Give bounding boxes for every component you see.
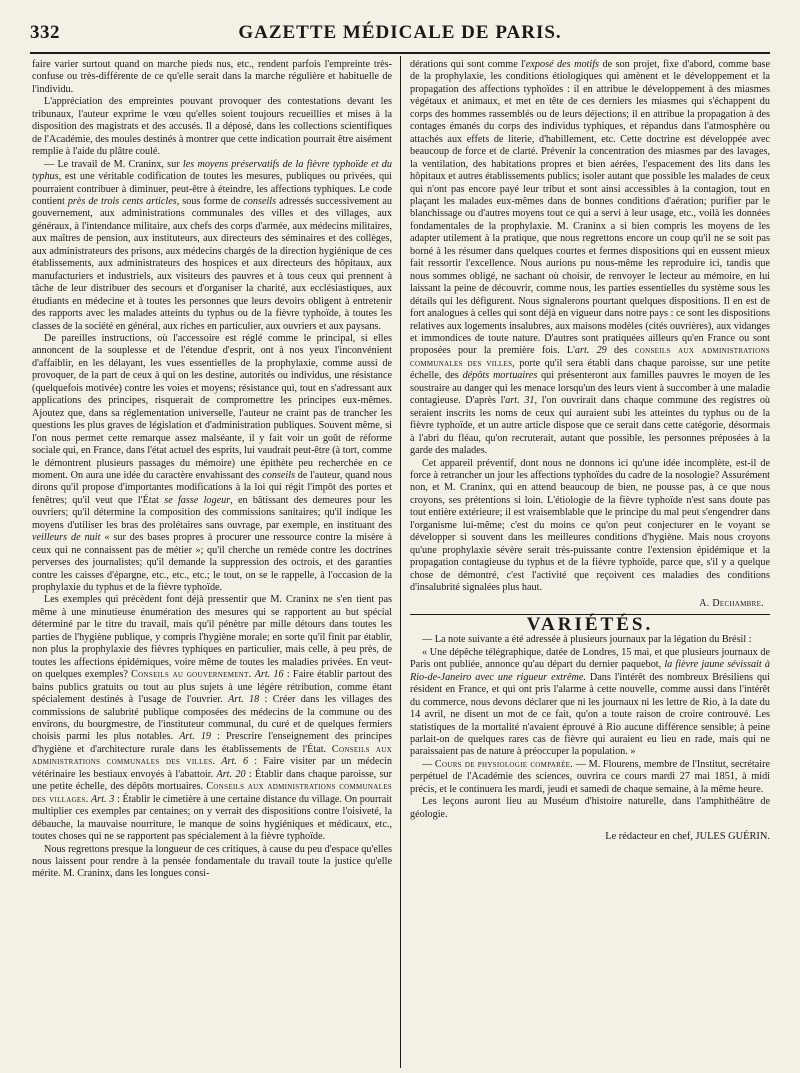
section-heading: VARIÉTÉS. [526,613,654,635]
paragraph: Les exemples qui précèdent font déjà pressentir que M. Craninx ne s'en tient pas même à une minutieuse énumération des mesures qui se rapportent au but spécial déterminé par le titre du travail, mais qu'il pénètre par mille détours dans toutes les parties de l'hygiène publique, y compris l'hygiène morale; en sorte qu'il finit par établir, non plus la prophylaxie des fièvres typhiques en particulier, mais celle, à peu près, de toutes les affections épidémiques, voire même de toutes les maladies privées. En veut-on quelques exemples? Conseils au gouvernement. Art. 16 : Faire établir partout des bains publics gratuits ou tout au plus sujets à une légère rétribution, comme étant spécialement destinés à l'usage de l'ouvrier. Art. 18 : Créer dans les villages des commissions de salubrité publique composées des médecins de la commune ou des environs, du bourgmestre, de l'instituteur communal, du curé et de quelques fermiers choisis parmi les plus notables. Art. 19 : Prescrire l'enseignement des principes d'hygiène et d'architecture rurale dans les établissements de l'État. Conseils aux administrations communales des villes. Art. 6 : Faire visiter par un médecin vétérinaire les bestiaux envoyés à l'abattoir. Art. 20 : Établir dans chaque paroisse, sur une petite échelle, des dépôts mortuaires. Conseils aux administrations communales des villages. Art. 3 : Établir le cimetière à une certaine distance du village. On pourrait multiplier ces exemples par centaines; on y verrait des dispositions contre l'oisiveté, la débauche, la mauvaise nourriture, le manque de soins hygiéniques et médicaux, etc., toutes choses qui ne se rapportent pas spécialement à la fièvre typhoïde. [32,594,392,843]
paragraph: — La note suivante a été adressée à plusieurs journaux par la légation du Brésil : [422,634,752,646]
paragraph: Les leçons auront lieu au Muséum d'histoire naturelle, dans l'amphithéâtre de géologie. [410,796,770,820]
paragraph: Cet appareil préventif, dont nous ne donnons ici qu'une idée incomplète, est-il de force à retrancher un jour les affections typhoïdes du cadre de la nosologie? Assurément non, et M. Craninx, qui en attend beaucoup de bien, ne pousse pas, à ce que nous croyons, ses prétentions si loin. L'étiologie de la fièvre typhoïde n'est sans doute pas tout entière extérieure; il est vraisemblable que le principe du mal peut s'engendrer dans l'organisme lui-même; c'est du moins ce qu'on peut conjecturer en le voyant se développer si souvent dans les meilleures conditions d'hygiène. Mais nous croyons qu'une prophylaxie sévère serait très-puissante contre l'extension épidémique et la propagation contagieuse du typhus et de la fièvre typhoïde, parce que, s'il y a quelque chose de démontré, c'est l'activité que reçoivent ces maladies des conditions d'insalubrité signalées plus haut. [410,457,770,594]
paragraph: De pareilles instructions, où l'accessoire est réglé comme le principal, si elles annoncent de la souplesse et de l'étendue d'esprit, ont à nos yeux l'inconvénient d'affaiblir, en les délayant, les vues essentielles de la prophylaxie, comme aussi de provoquer, de la part de ceux à qui on les destine, autorités ou individus, une résistance (quelquefois motivée) contre les voies et moyens; résistance qui, tout en s'adressant aux applications des principes, risquerait de compromettre les principes eux-mêmes. Ajoutez que, dans sa réglementation universelle, l'auteur ne craint pas de trancher les questions les plus graves de législation et d'administration publiques. Souvent même, si l'on nous permet cette remarque assez malséante, il y fait voir un goût de réforme sociale qui, en France, dans l'état actuel des esprits, lui vaudrait peut-être (à tort, comme le démontrent plusieurs passages du mémoire) une épithète peu recherchée en ce moment. On aura une idée du caractère envahissant des conseils de l'auteur, quand nous dirons qu'il propose d'importantes modifications à la loi qui régit l'impôt des portes et fenêtres; qu'il veut que l'État se fasse logeur, en bâtissant des demeures pour les ouvriers; qu'il détermine la composition des commissions sanitaires; qu'il indique les moyens d'utiliser les bras des prolétaires sans ouvrage, par exemple, en instituant des veilleurs de nuit « sur des bases propres à procurer une ressource contre la misère à ceux qui ne connaissent pas de métier »; qu'il cherche un remède contre les doctrines perverses des journalistes; qu'il demande la suppression des octrois, et des garanties contre les caisses d'épargne, etc., etc., etc.; le tout, on se le rappelle, à l'occasion de la prophylaxie du typhus et de la fièvre typhoïde. [32,332,392,594]
column-divider [400,56,401,1068]
paragraph: — Cours de physiologie comparée. — M. Flourens, membre de l'Institut, secrétaire perpétuel de l'Académie des sciences, ouvrira ce cours mardi 27 mai 1851, à midi précis, et le continuera les mardi, jeudi et samedi de chaque semaine, à la même heure. [410,758,770,795]
header-rule [30,52,770,54]
right-column [410,59,770,1067]
paragraph: Nous regrettons presque la longueur de ces critiques, à cause du peu d'espace qu'elles nous laissent pour rendre à la pensée fondamentale du travail toute la justice qu'elle mérite. M. Craninx, dans les longues consi- [32,843,392,880]
page-header [30,22,770,46]
paragraph: L'appréciation des empreintes pouvant provoquer des contestations devant les tribunaux, l'auteur exprime le vœu qu'elles soient toujours recueillies et mises à la disposition des magistrats et des accusés. Il a déposé, dans les collections scientifiques de l'Académie, des moules destinés à montrer que cette indication pourrait être aisément remplie à l'aide du plâtre coulé. [32,96,392,158]
page-title: GAZETTE MÉDICALE DE PARIS. [238,22,562,43]
author-signature: A. Dechambre. [699,598,764,610]
paragraph: faire varier surtout quand on marche pieds nus, etc., rendent parfois l'empreinte très-confuse ou très-différente de ce qu'elle serait dans la marche régulière et habituelle de l'individu. [32,59,392,95]
left-column [32,59,392,1067]
paragraph: dérations qui sont comme l'exposé des motifs de son projet, fixe d'abord, comme base de la prophylaxie, les conditions étiologiques qui amènent et le développement et la propagation des affections typhoïdes : il en attribue le développement à des miasmes végétaux et animaux, et met en tête de ces derniers les miasmes qui s'échappent du corps des hommes rassemblés ou de leurs déjections; il en attribue la propagation à des contages émanés du corps des individus typhiques, et répandus dans l'atmosphère ou attachés aux effets de literie, d'habillement, etc. Cette doctrine est développée avec beaucoup de force et de clarté. Prévenir la concentration des miasmes par des lavages, la ventilation, des habitations propres et bien aérées, l'espacement des lits dans les hôpitaux et autres établissements publics; isoler autant que possible les malades de ceux qui n'ont pas encore payé leur tribut et sont ainsi accessibles à la contagion, tout en plaçant les malades eux-mêmes dans de bonnes conditions d'aération; purifier par le blanchissage ou d'autres moyens tout ce qui a servi à leur usage, etc., voilà les données fondamentales de la prophylaxie. M. Craninx a si bien compris les moyens de les adapter utilement à la pratique, que nous regrettons encore un coup qu'il ne se soit pas borné à les résumer dans quelques courtes et fermes dispositions qui en eussent mieux fait ressortir l'excellence. Nous aurions pu nous-même les reproduire ici, tandis que nous sommes obligé, ne sachant où choisir, de renvoyer le lecteur au mémoire, en lui laissant la peine de découvrir, comme nous, les parties essentielles du système sous les détails qui les défigurent. Nous signalerons pourtant quelques dispositions. Il en est de fort analogues à celles qui sont déjà en vigueur dans notre pays : ce sont les dispositions relatives aux logements insalubres, aux maisons modèles (cités ouvrières), aux vidanges et immondices de toute nature. D'autres sont pratiquées ailleurs qu'en France ou sont proposées pour la première fois. L'art. 29 des conseils aux administrations communales des villes, porte qu'il sera établi dans chaque paroisse, sur une petite échelle, des dépôts mortuaires qui présenteront aux familles pauvres le moyen de les soustraire au danger qui les menace lorsqu'un des leurs vient à succomber à une maladie contagieuse. D'après l'art. 31, l'on ouvrirait dans chaque commune des registres où seraient inscrits les noms de ceux qui auraient subi les atteintes du typhus ou de la fièvre typhoïde, et un autre article dispose que ce serait dans cette catégorie, désormais à l'abri du fléau, qu'on recruterait, autant que possible, les personnes préposées à la garde des malades. [410,59,770,457]
editor-signoff: Le rédacteur en chef, JULES GUÉRIN. [605,831,770,843]
paragraph: — Le travail de M. Craninx, sur les moyens préservatifs de la fièvre typhoïde et du typhus, est une véritable codification de toutes les mesures, publiques ou privées, qui pourraient contribuer à diminuer, peut-être à éteindre, les affections typhiques. Le code contient près de trois cents articles, sous forme de conseils adressés successivement au gouvernement, aux administrations communales des villes et des villages, aux généraux, à l'intendance militaire, aux chefs des corps d'armée, aux médecins militaires, aux maîtres de pension, aux instituteurs, aux directeurs des séminaires et des collèges, aux administrateurs des prisons, aux médecins chargés de la direction hygiénique de ces établissements, aux administrateurs des hospices et aux directeurs des hôpitaux, aux manufacturiers et industriels, aux visiteurs des pauvres et à tous ceux qui prennent à tâche de leur distribuer des secours et d'organiser la charité, aux ecclésiastiques, aux étudiants en médecine et à toutes les personnes que leurs devoirs obligent à entretenir des rapports avec les malades atteints du typhus ou de la fièvre typhoïde, à toutes les classes de la société en général, aux riches en particulier, aux ouvriers et aux paysans. [32,158,392,332]
paragraph: « Une dépêche télégraphique, datée de Londres, 15 mai, et que plusieurs journaux de Paris ont publiée, annonce qu'au départ du dernier paquebot, la fièvre jaune sévissait à Rio-de-Janeiro avec une rigueur extrême. Dans l'intérêt des nombreux Brésiliens qui résident en France, et qui ont pris l'alarme à cette nouvelle, comme aussi dans l'intérêt du commerce, nous devons déclarer que ni les journaux ni les lettre de Rio, à la date du 14 avril, ne disent un mot de ce fait, qu'on a toute raison de croire controuvé. Les statistiques de la mortalité n'avaient éprouvé à Rio aucune différence sensible; à peine parlait-on de quelques rares cas de fièvre qui auraient eu lieu en rade, mais qui ne paraissaient pas de nature à préoccuper la population. » [410,646,770,758]
page-number: 332 [30,22,60,43]
